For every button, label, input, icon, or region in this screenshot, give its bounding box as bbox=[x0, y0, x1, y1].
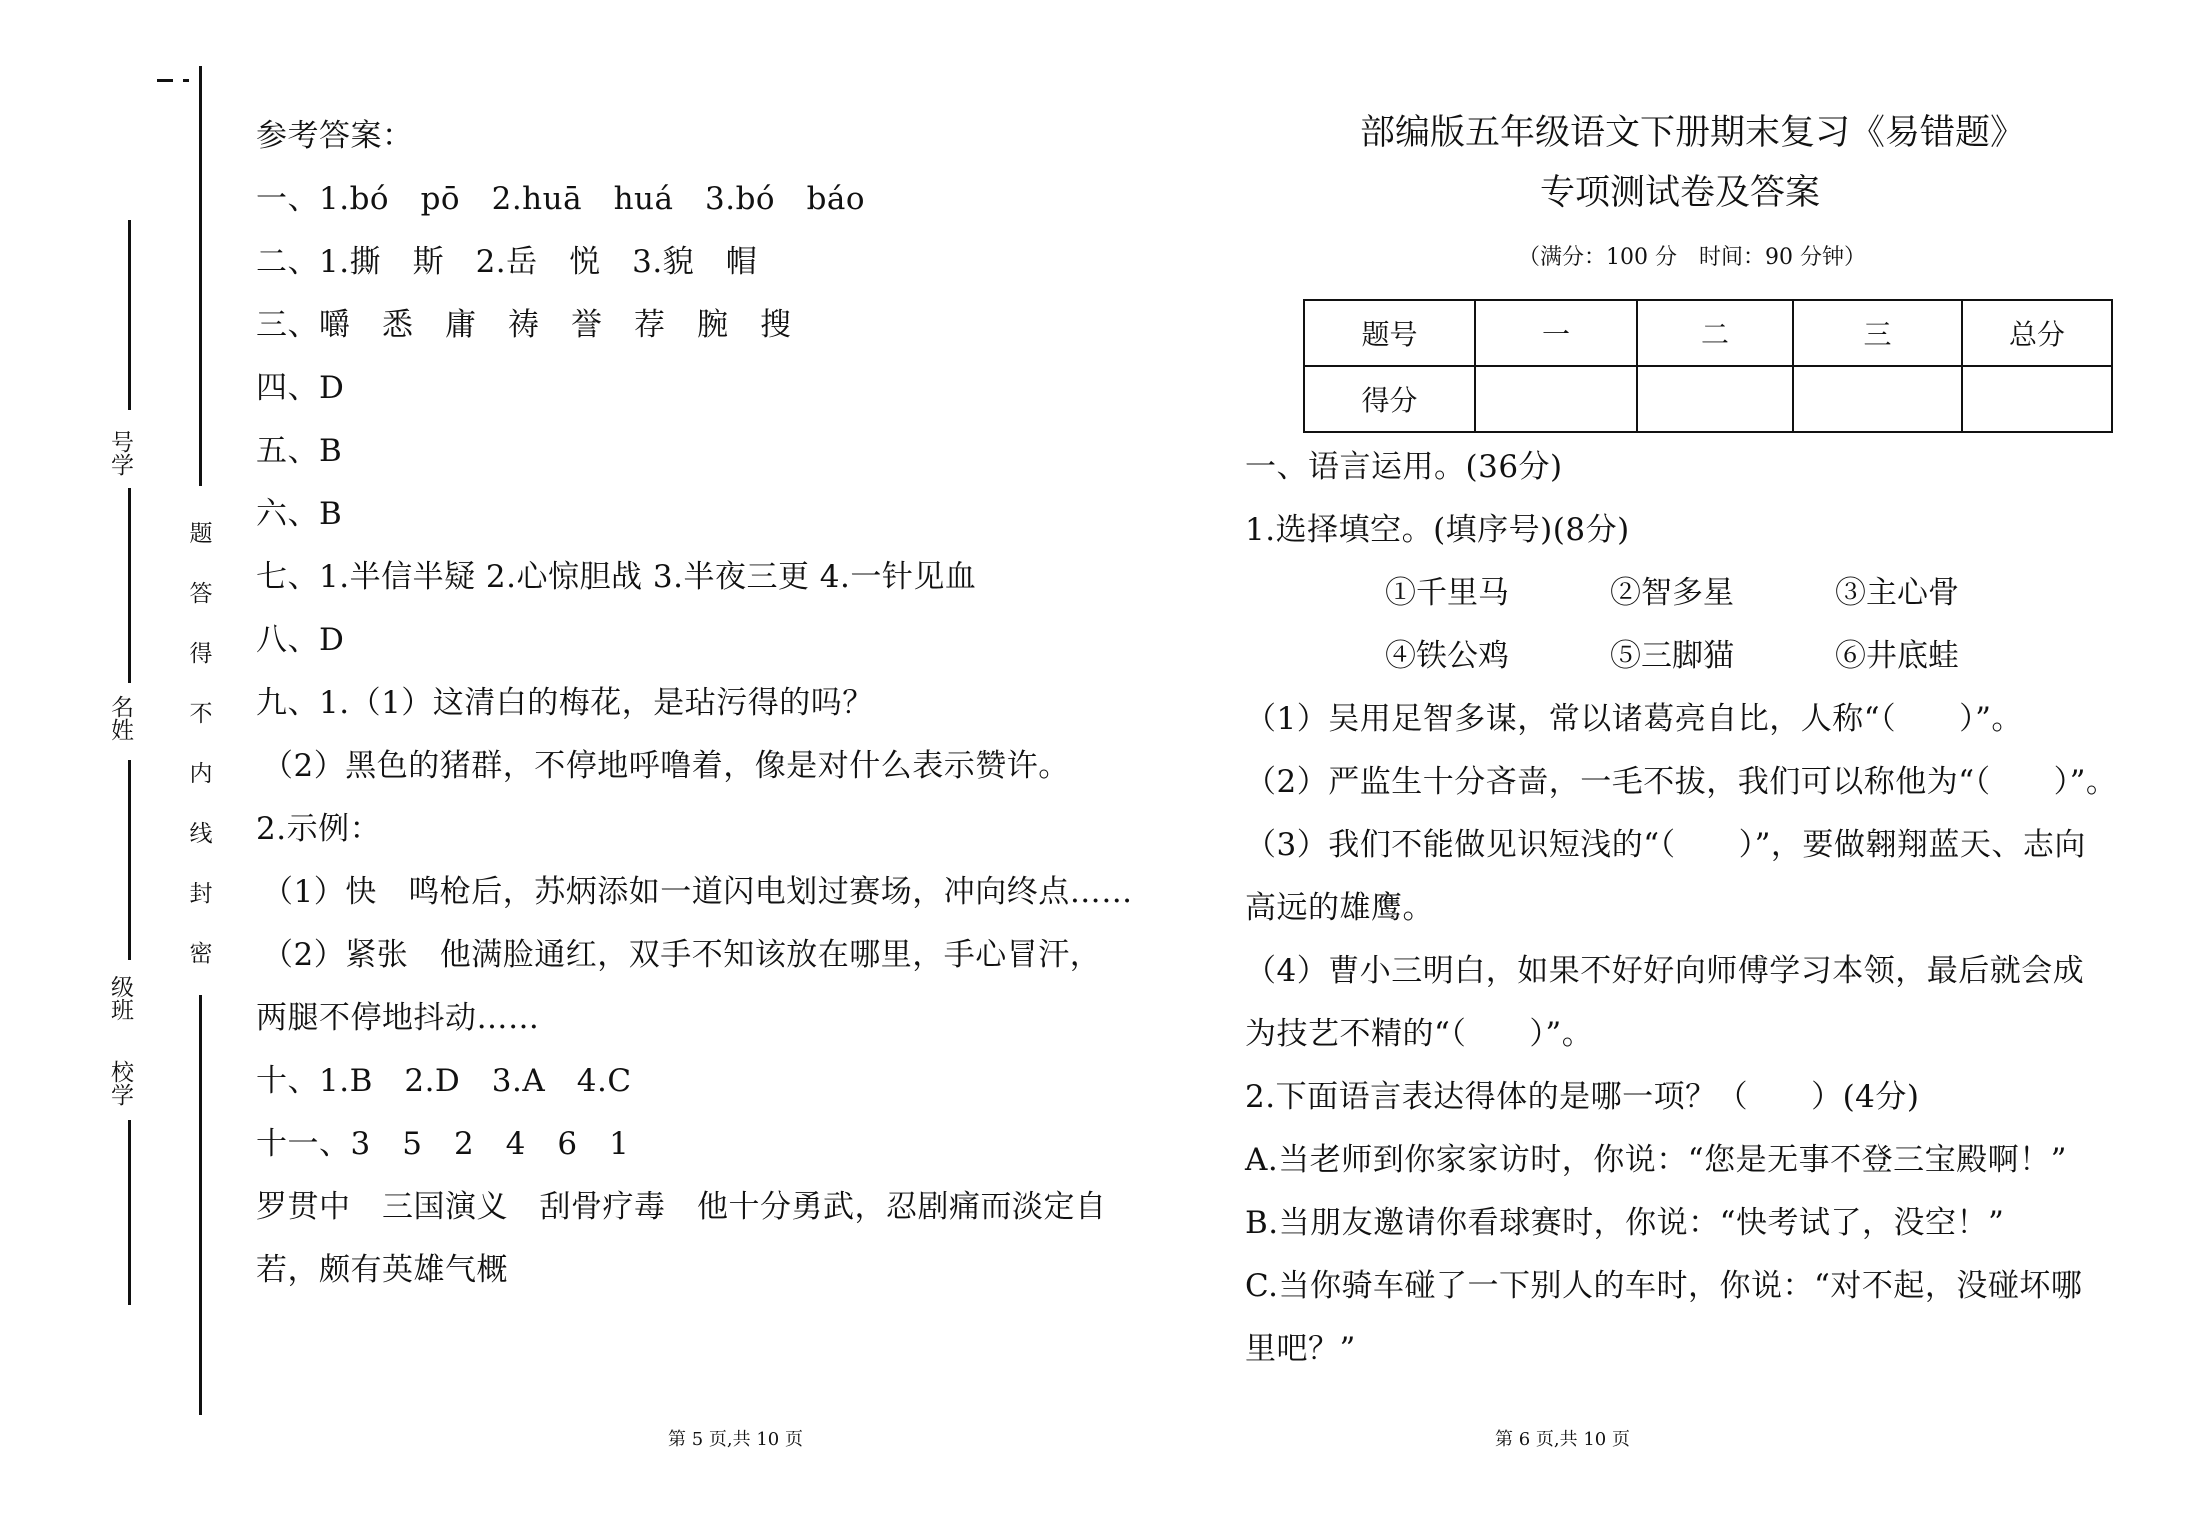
answer-line: 十、1.B 2.D 3.A 4.C bbox=[256, 1063, 632, 1099]
binding-line-outer bbox=[128, 760, 131, 960]
score-cell[interactable] bbox=[1962, 366, 2112, 432]
question-1-item: （2）严监生十分吝啬，一毛不拔，我们可以称他为“（ ）”。 bbox=[1245, 764, 2118, 800]
score-table-score-row bbox=[1304, 366, 2112, 432]
exam-subtitle: 专项测试卷及答案 bbox=[1540, 173, 1821, 213]
seal-char: 不 bbox=[189, 701, 213, 727]
answer-line: 四、D bbox=[256, 370, 345, 406]
question-2-option: C.当你骑车碰了一下别人的车时，你说：“对不起，没碰坏哪 bbox=[1245, 1268, 2083, 1304]
seal-char: 得 bbox=[189, 641, 213, 667]
page-number-left: 第 5 页,共 10 页 bbox=[668, 1429, 803, 1450]
seal-char: 题 bbox=[189, 521, 213, 547]
page-number-right: 第 6 页,共 10 页 bbox=[1495, 1429, 1630, 1450]
answer-line: 罗贯中 三国演义 刮骨疗毒 他十分勇武，忍剧痛而淡定自 bbox=[256, 1189, 1107, 1225]
answer-line: （1）快 鸣枪后，苏炳添如一道闪电划过赛场，冲向终点…… bbox=[262, 874, 1133, 910]
score-table bbox=[1303, 299, 2113, 433]
question-1-item: 为技艺不精的“（ ）”。 bbox=[1245, 1016, 1594, 1052]
binding-line-inner bbox=[199, 66, 202, 486]
question-1: 1.选择填空。(填序号)(8分) bbox=[1245, 512, 1630, 548]
student-number-label: 号学 bbox=[107, 430, 133, 476]
question-1-item: （1）吴用足智多谋，常以诸葛亮自比，人称“（ ）”。 bbox=[1245, 701, 2023, 737]
binding-line-outer bbox=[128, 220, 131, 410]
answer-line: （2）紧张 他满脸通红，双手不知该放在哪里，手心冒汗， bbox=[262, 937, 1102, 973]
score-header-cell: 三 bbox=[1793, 300, 1962, 366]
binding-line-outer bbox=[128, 1120, 131, 1305]
answer-line: 两腿不停地抖动…… bbox=[256, 1000, 540, 1036]
seal-char: 答 bbox=[189, 581, 213, 607]
option-item: ④铁公鸡 bbox=[1385, 638, 1509, 674]
option-item: ③主心骨 bbox=[1835, 575, 1959, 611]
question-1-item: （4）曹小三明白，如果不好好向师傅学习本领，最后就会成 bbox=[1245, 953, 2085, 989]
binding-line-outer bbox=[128, 488, 131, 683]
answer-heading: 参考答案： bbox=[256, 118, 414, 154]
option-item: ②智多星 bbox=[1610, 575, 1734, 611]
section-heading: 一、语言运用。(36分) bbox=[1245, 449, 1563, 485]
class-label: 级班 bbox=[107, 975, 133, 1021]
option-item: ⑥井底蛙 bbox=[1835, 638, 1959, 674]
margin-dash bbox=[157, 79, 173, 82]
answer-line: 一、1.bó pō 2.huā huá 3.bó báo bbox=[256, 181, 866, 217]
score-table-header-row bbox=[1304, 300, 2112, 366]
seal-char: 线 bbox=[189, 821, 213, 847]
answer-line: 十一、3 5 2 4 6 1 bbox=[256, 1126, 630, 1162]
binding-line-inner bbox=[199, 995, 202, 1415]
answer-line: 二、1.撕 斯 2.岳 悦 3.貌 帽 bbox=[256, 244, 758, 280]
score-cell[interactable] bbox=[1475, 366, 1637, 432]
question-2: 2.下面语言表达得体的是哪一项？（ ）(4分) bbox=[1245, 1079, 1920, 1115]
seal-char: 内 bbox=[189, 761, 213, 787]
score-cell[interactable] bbox=[1793, 366, 1962, 432]
seal-char: 密 bbox=[189, 941, 213, 967]
question-1-item: 高远的雄鹰。 bbox=[1245, 890, 1434, 926]
answer-line: 五、B bbox=[256, 433, 343, 469]
answer-line: 七、1.半信半疑 2.心惊胆战 3.半夜三更 4.一针见血 bbox=[256, 559, 977, 595]
question-2-option: B.当朋友邀请你看球赛时，你说：“快考试了，没空！” bbox=[1245, 1205, 2005, 1241]
question-2-option: A.当老师到你家家访时，你说：“您是无事不登三宝殿啊！” bbox=[1245, 1142, 2067, 1178]
option-item: ①千里马 bbox=[1385, 575, 1509, 611]
score-header-cell: 总分 bbox=[1962, 300, 2112, 366]
answer-line: 六、B bbox=[256, 496, 343, 532]
score-row-label: 得分 bbox=[1304, 366, 1475, 432]
seal-char: 封 bbox=[189, 881, 213, 907]
answer-line: 若，颇有英雄气概 bbox=[256, 1252, 508, 1288]
margin-dash bbox=[183, 79, 189, 82]
answer-line: 三、嚼 悉 庸 祷 誉 荐 腕 搜 bbox=[256, 307, 792, 343]
exam-meta: （满分：100 分 时间：90 分钟） bbox=[1518, 245, 1866, 270]
score-cell[interactable] bbox=[1637, 366, 1793, 432]
school-label: 校学 bbox=[107, 1060, 133, 1106]
score-header-cell: 二 bbox=[1637, 300, 1793, 366]
answer-line: 2.示例： bbox=[256, 811, 382, 847]
answer-line: 八、D bbox=[256, 622, 345, 658]
student-name-label: 名姓 bbox=[107, 695, 133, 741]
answer-line: （2）黑色的猪群，不停地呼噜着，像是对什么表示赞许。 bbox=[262, 748, 1070, 784]
score-header-cell: 一 bbox=[1475, 300, 1637, 366]
option-item: ⑤三脚猫 bbox=[1610, 638, 1734, 674]
question-1-item: （3）我们不能做见识短浅的“（ ）”，要做翱翔蓝天、志向 bbox=[1245, 827, 2086, 863]
score-header-cell: 题号 bbox=[1304, 300, 1475, 366]
answer-line: 九、1.（1）这清白的梅花，是玷污得的吗？ bbox=[256, 685, 874, 721]
exam-title: 部编版五年级语文下册期末复习《易错题》 bbox=[1360, 113, 2026, 153]
question-2-option: 里吧？” bbox=[1245, 1331, 1356, 1367]
